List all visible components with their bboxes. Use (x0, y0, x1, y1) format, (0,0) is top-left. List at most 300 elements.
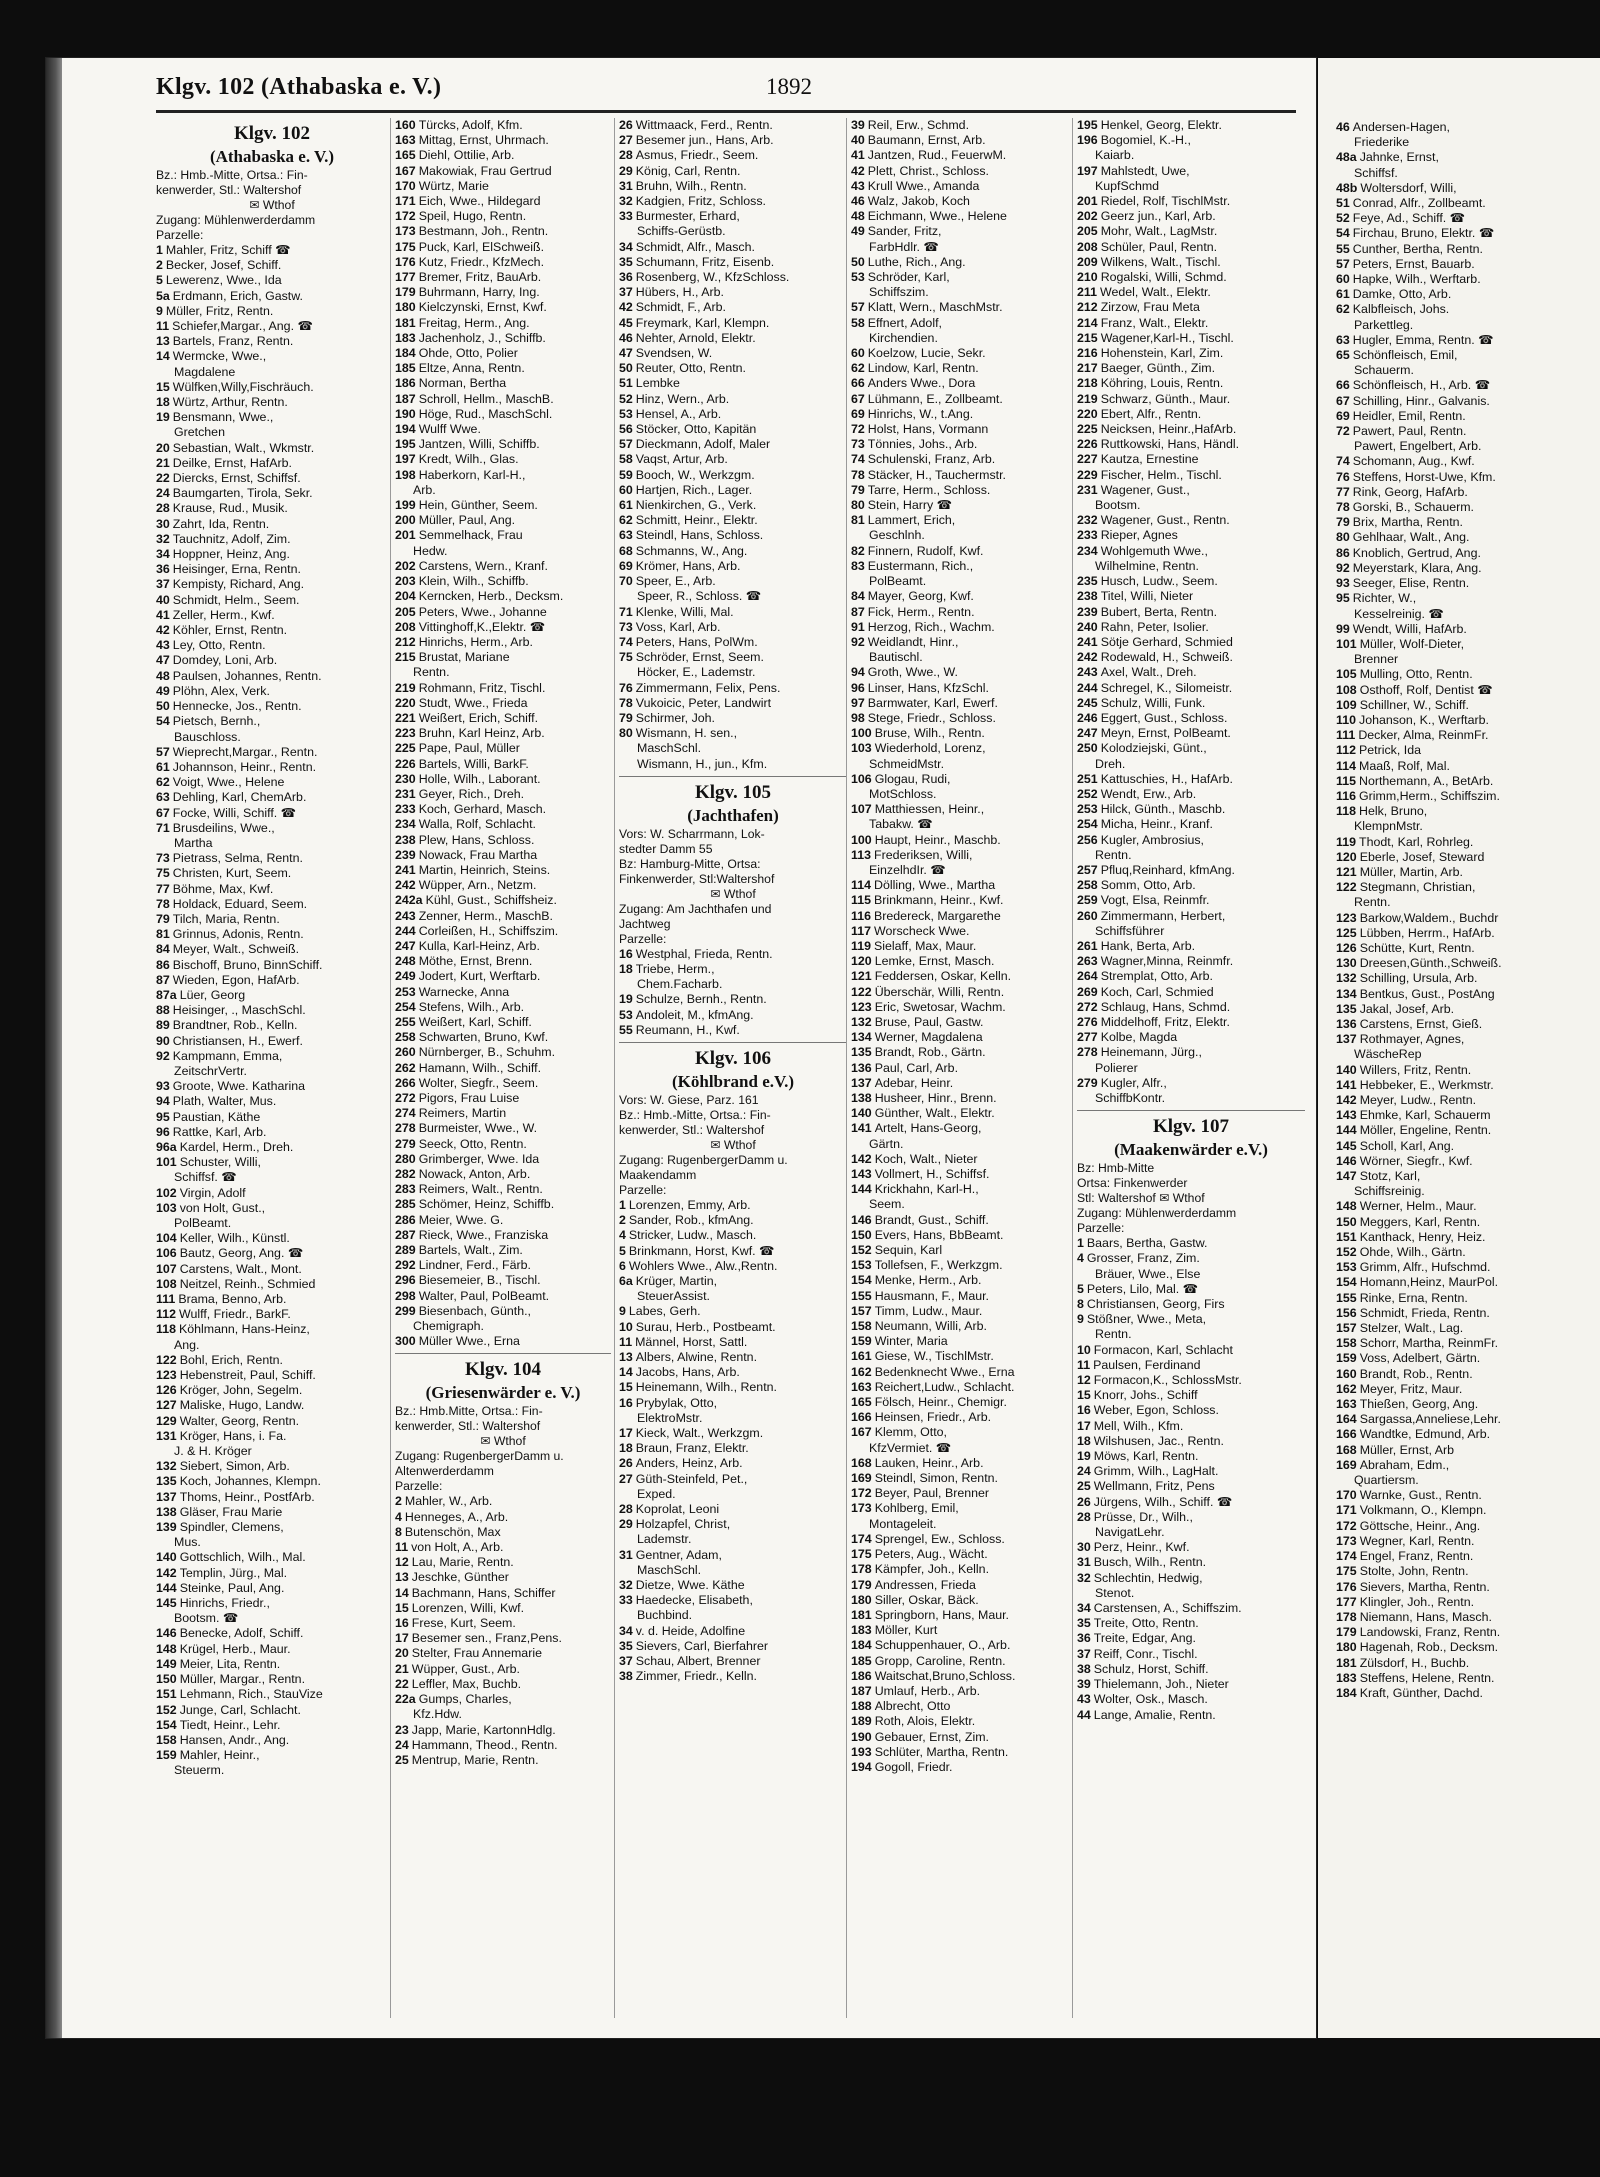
tenant-entry: Willers, Fritz, Rentn. (1359, 1062, 1472, 1077)
parcel-number: 46 (1336, 120, 1350, 134)
tenant-entry: Osthoff, Rolf, Dentist ☎ (1359, 682, 1493, 697)
parcel-number: 104 (156, 1231, 177, 1246)
tenant-entry: Zeller, Herm., Kwf. (172, 607, 275, 622)
parcel-number: 233 (1077, 528, 1098, 543)
tenant-entry: Möws, Karl, Rentn. (1093, 1449, 1199, 1464)
column-5 (1072, 118, 1305, 2018)
list-item (1336, 956, 1586, 971)
tenant-entry: Steindl, Simon, Rentn. (874, 1471, 998, 1486)
tenant-entry: Spindler, Clemens, (179, 1520, 284, 1535)
parcel-number: 61 (156, 759, 170, 774)
list-item (395, 1152, 611, 1167)
parcel-number: 220 (1077, 406, 1098, 421)
list-item (156, 1474, 388, 1489)
list-item (1077, 620, 1305, 635)
list-item (619, 1008, 847, 1023)
list-item (1077, 1692, 1305, 1707)
parcel-number: 142 (156, 1565, 177, 1580)
tenant-entry: Hamann, Wilh., Schiff. (418, 1060, 542, 1075)
parcel-number: 115 (1336, 773, 1356, 788)
tenant-entry: Christen, Kurt, Seem. (172, 866, 292, 881)
parcel-number: 15 (619, 1380, 633, 1395)
tenant-entry: Koch, Carl, Schmied (1100, 984, 1214, 999)
list-item (851, 559, 1073, 574)
parcel-number: 33 (619, 1593, 633, 1608)
parcel-number: 12 (395, 1555, 409, 1570)
parcel-number: 285 (395, 1197, 416, 1212)
parcel-number: 66 (1336, 378, 1350, 393)
list-item (1077, 1464, 1305, 1479)
list-item (619, 1472, 847, 1487)
parcel-number: 250 (1077, 741, 1098, 756)
list-item (1077, 528, 1305, 543)
tenant-entry: Walz, Jakob, Koch (867, 194, 970, 209)
tenant-entry: Gottschlich, Wilh., Mal. (179, 1550, 306, 1565)
list-item (619, 1335, 847, 1350)
tenant-entry: Peters, Lilo, Mal. ☎ (1086, 1281, 1199, 1296)
list-item (156, 1186, 388, 1201)
parcel-number: 208 (1077, 239, 1098, 254)
list-item (851, 1243, 1073, 1258)
parcel-number: 40 (156, 592, 170, 607)
parcel-number: 19 (156, 410, 170, 425)
list-item-continuation: Brenner (1354, 652, 1399, 667)
parcel-number: 279 (1077, 1075, 1098, 1090)
parcel-number: 251 (1077, 771, 1098, 786)
parcel-number: 205 (1077, 224, 1098, 239)
tenant-entry: Deilke, Ernst, HafArb. (172, 455, 292, 470)
list-item-continuation: Montageleit. (869, 1516, 937, 1531)
tenant-entry: Nowack, Anton, Arb. (418, 1167, 531, 1182)
tenant-entry: Rosenberg, W., KfzSchloss. (635, 270, 790, 285)
list-item (1336, 774, 1586, 789)
tenant-entry: Voss, Adelbert, Gärtn. (1359, 1351, 1481, 1366)
list-item (1336, 1336, 1586, 1351)
parcel-number: 23 (395, 1722, 409, 1737)
tenant-entry: Barkow,Waldem., Buchdr (1359, 910, 1499, 925)
tenant-entry: Gropp, Caroline, Rentn. (874, 1653, 1006, 1668)
parcel-number: 87 (156, 972, 170, 987)
tenant-entry: Vukoicic, Peter, Landwirt (635, 695, 772, 710)
parcel-number: 145 (156, 1596, 177, 1611)
list-item (619, 559, 847, 574)
parcel-number: 205 (395, 604, 416, 619)
list-item (851, 1593, 1073, 1608)
parcel-number: 186 (851, 1668, 872, 1683)
parcel-number: 111 (156, 1292, 176, 1307)
list-item (395, 1243, 611, 1258)
directory-page (46, 58, 1316, 2038)
parcel-number: 80 (851, 498, 865, 513)
parcel-number: 280 (395, 1151, 416, 1166)
tenant-entry: Lange, Amalie, Rentn. (1093, 1707, 1216, 1722)
list-item (1336, 850, 1586, 865)
list-item (156, 882, 388, 897)
parcel-number: 163 (851, 1379, 872, 1394)
parcel-number: 62 (1336, 302, 1350, 317)
tenant-entry: Hugler, Emma, Rentn. ☎ (1352, 332, 1494, 347)
tenant-entry: Schütte, Kurt, Rentn. (1359, 940, 1475, 955)
list-item (1077, 300, 1305, 315)
list-item (156, 912, 388, 927)
list-item (851, 1486, 1073, 1501)
tenant-entry: Müller, Ernst, Arb (1359, 1442, 1455, 1457)
parcel-number: 131 (156, 1428, 177, 1443)
list-item (156, 289, 388, 304)
parcel-number: 20 (156, 440, 170, 455)
list-item (395, 1677, 611, 1692)
list-item (156, 441, 388, 456)
parcel-number: 77 (1336, 484, 1350, 499)
list-item (1336, 1412, 1586, 1427)
tenant-entry: Adebar, Heinr. (874, 1075, 954, 1090)
list-item (156, 1231, 388, 1246)
section-info: ✉ Wthof (710, 1137, 756, 1152)
tenant-entry: Stöcker, Otto, Kapitän (635, 422, 757, 437)
list-item (1336, 409, 1586, 424)
list-item (1336, 743, 1586, 758)
parcel-number: 31 (619, 1547, 633, 1562)
parcel-number: 118 (1336, 804, 1356, 819)
parcel-number: 72 (851, 422, 865, 437)
parcel-number: 109 (1336, 697, 1357, 712)
list-item (619, 1396, 847, 1411)
tenant-entry: Kröger, John, Segelm. (179, 1383, 303, 1398)
parcel-number: 31 (1077, 1555, 1091, 1570)
parcel-number: 234 (395, 817, 416, 832)
parcel-number: 181 (395, 315, 416, 330)
parcel-number: 35 (619, 1638, 633, 1653)
parcel-number: 2 (619, 1213, 626, 1228)
tenant-entry: Koch, Walt., Nieter (874, 1151, 978, 1166)
parcel-number: 2 (156, 258, 163, 273)
list-item (156, 577, 388, 592)
list-item-continuation: Geschlnh. (869, 528, 925, 543)
list-item (619, 1456, 847, 1471)
parcel-number: 229 (1077, 467, 1098, 482)
list-item (1336, 1671, 1586, 1686)
tenant-entry: Knorr, Johs., Schiff (1093, 1388, 1198, 1403)
tenant-entry: Virgin, Adolf (179, 1185, 246, 1200)
parcel-number: 164 (1336, 1412, 1357, 1427)
parcel-number: 201 (1077, 194, 1098, 209)
parcel-number: 42 (851, 163, 865, 178)
list-item-continuation: MotSchloss. (869, 786, 937, 801)
tenant-entry: Walla, Rolf, Schlacht. (418, 817, 536, 832)
tenant-entry: Sievers, Carl, Bierfahrer (635, 1638, 769, 1653)
parcel-number: 16 (619, 946, 633, 961)
list-item (395, 741, 611, 756)
tenant-entry: Springborn, Hans, Maur. (874, 1607, 1009, 1622)
tenant-entry: Sprengel, Ew., Schloss. (874, 1531, 1005, 1546)
tenant-entry: Gentner, Adam, (635, 1547, 722, 1562)
list-item (1336, 378, 1586, 393)
list-item-continuation: Schiffsf. ☎ (174, 1170, 237, 1185)
tenant-entry: Hank, Berta, Arb. (1100, 938, 1196, 953)
parcel-number: 28 (156, 501, 170, 516)
tenant-entry: Zülsdorf, H., Buchb. (1359, 1655, 1470, 1670)
parcel-number: 254 (1077, 817, 1098, 832)
parcel-number: 227 (1077, 452, 1098, 467)
section-subtitle: (Köhlbrand e.V.) (671, 1071, 794, 1091)
parcel-number: 94 (156, 1094, 170, 1109)
parcel-number: 16 (619, 1395, 633, 1410)
tenant-entry: Maaß, Rolf, Mal. (1359, 758, 1450, 773)
list-item (851, 194, 1073, 209)
list-item (851, 148, 1073, 163)
list-item (156, 334, 388, 349)
list-item (1077, 1030, 1305, 1045)
parcel-number: 6 (619, 1258, 626, 1273)
tenant-entry: Axel, Walt., Dreh. (1100, 665, 1197, 680)
list-item (395, 893, 611, 908)
list-item (851, 133, 1073, 148)
list-item (619, 285, 847, 300)
parcel-number: 185 (851, 1653, 872, 1668)
parcel-number: 25 (1077, 1479, 1091, 1494)
tenant-entry: Jahnke, Ernst, (1359, 150, 1439, 165)
tenant-entry: Luthe, Rich., Ang. (867, 254, 966, 269)
tenant-entry: Westphal, Frieda, Rentn. (635, 946, 773, 961)
list-item (851, 1015, 1073, 1030)
parcel-number: 67 (1336, 393, 1350, 408)
parcel-number: 134 (851, 1030, 872, 1045)
tenant-entry: Neumann, Willi, Arb. (874, 1319, 987, 1334)
list-item (395, 863, 611, 878)
parcel-number: 152 (851, 1243, 872, 1258)
parcel-number: 169 (1336, 1457, 1357, 1472)
parcel-number: 107 (851, 802, 872, 817)
list-item (1077, 452, 1305, 467)
list-item (395, 1662, 611, 1677)
parcel-number: 261 (1077, 938, 1098, 953)
parcel-number: 83 (851, 558, 865, 573)
parcel-number: 157 (1336, 1321, 1357, 1336)
tenant-entry: Jacobs, Hans, Arb. (635, 1365, 740, 1380)
parcel-number: 18 (619, 1441, 633, 1456)
list-item (1336, 242, 1586, 257)
parcel-number: 137 (1336, 1032, 1357, 1047)
tenant-entry: Wagener, Gust., Rentn. (1100, 513, 1230, 528)
tenant-entry: Schilling, Ursula, Arb. (1359, 971, 1478, 986)
parcel-number: 247 (395, 938, 416, 953)
parcel-number: 24 (1077, 1464, 1091, 1479)
section-subtitle: (Jachthafen) (687, 805, 779, 825)
tenant-entry: Woltersdorf, Willi, (1360, 180, 1457, 195)
tenant-entry: Überschär, Willi, Rentn. (874, 984, 1005, 999)
tenant-entry: Butenschön, Max (404, 1524, 501, 1539)
tenant-entry: Hansen, Andr., Ang. (179, 1732, 290, 1747)
tenant-entry: Vittinghoff,K.,Elektr. ☎ (418, 619, 546, 634)
parcel-number: 76 (619, 680, 633, 695)
section-info: Parzelle: (1077, 1221, 1125, 1236)
parcel-number: 143 (851, 1167, 872, 1182)
parcel-number: 36 (156, 562, 170, 577)
list-item-continuation: ElektroMstr. (637, 1410, 703, 1425)
tenant-entry: Bruhn, Karl Heinz, Arb. (418, 726, 545, 741)
list-item (619, 620, 847, 635)
tenant-entry: Schlüter, Martha, Rentn. (874, 1744, 1009, 1759)
tenant-entry: Wüpper, Gust., Arb. (411, 1661, 520, 1676)
list-item-continuation: MaschSchl. (637, 741, 702, 756)
tenant-entry: Hammann, Theod., Rentn. (411, 1737, 558, 1752)
tenant-entry: Warnecke, Anna (418, 984, 510, 999)
tenant-entry: Mahler, W., Arb. (404, 1494, 493, 1509)
parcel-number: 129 (156, 1413, 177, 1428)
parcel-number: 80 (1336, 530, 1350, 545)
list-item (851, 1213, 1073, 1228)
list-item (1077, 893, 1305, 908)
list-item (156, 942, 388, 957)
tenant-entry: Wismann, H. sen., (635, 726, 738, 741)
tenant-entry: Tarre, Herm., Schloss. (867, 482, 991, 497)
tenant-entry: Weißert, Karl, Schiff. (418, 1014, 532, 1029)
tenant-entry: Reil, Erw., Schmd. (867, 118, 970, 132)
list-item (1336, 789, 1586, 804)
parcel-number: 158 (156, 1732, 177, 1747)
list-item (851, 118, 1073, 133)
tenant-entry: Sander, Fritz, (867, 224, 942, 239)
tenant-entry: Thielemann, Joh., Nieter (1093, 1677, 1229, 1692)
list-item (851, 833, 1073, 848)
parcel-number: 81 (156, 927, 170, 942)
parcel-number: 1 (619, 1197, 626, 1212)
list-item (1336, 1032, 1586, 1047)
tenant-entry: Kalbfleisch, Johs. (1352, 302, 1450, 317)
parcel-number: 150 (1336, 1214, 1357, 1229)
list-item (1336, 987, 1586, 1002)
list-item (619, 1213, 847, 1228)
list-item (851, 1395, 1073, 1410)
list-item (1077, 544, 1305, 559)
parcel-number: 246 (1077, 710, 1098, 725)
tenant-entry: Giese, W., TischlMstr. (874, 1349, 994, 1364)
tenant-entry: Zahrt, Ida, Rentn. (172, 516, 270, 531)
parcel-number: 287 (395, 1227, 416, 1242)
parcel-number: 175 (851, 1547, 872, 1562)
list-item (851, 1182, 1073, 1197)
tenant-entry: Schmidt, F., Arb. (635, 300, 727, 315)
tenant-entry: Lindow, Karl, Rentn. (867, 361, 979, 376)
parcel-number: 249 (395, 969, 416, 984)
parcel-number: 43 (851, 178, 865, 193)
list-item (1336, 971, 1586, 986)
parcel-number: 253 (395, 984, 416, 999)
parcel-number: 132 (1336, 971, 1357, 986)
tenant-entry: Schulenski, Franz, Arb. (867, 452, 996, 467)
list-item (395, 574, 611, 589)
list-item (619, 1023, 847, 1038)
parcel-number: 43 (1077, 1692, 1091, 1707)
list-item (395, 635, 611, 650)
section-info: Parzelle: (156, 228, 204, 242)
list-item (1336, 1078, 1586, 1093)
parcel-number: 79 (156, 911, 170, 926)
tenant-entry: Lemke, Ernst, Masch. (874, 954, 995, 969)
parcel-number: 132 (851, 1014, 872, 1029)
section-subtitle: (Maakenwärder e.V.) (1114, 1140, 1268, 1160)
parcel-number: 123 (1336, 910, 1357, 925)
tenant-entry: Peters, Aug., Wächt. (874, 1547, 988, 1562)
parcel-number: 92 (1336, 560, 1350, 575)
parcel-number: 16 (395, 1616, 409, 1631)
list-item (1077, 863, 1305, 878)
tenant-entry: Wagner,Minna, Reinmfr. (1100, 954, 1234, 969)
list-item (1336, 1108, 1586, 1123)
tenant-entry: Wellmann, Fritz, Pens (1093, 1479, 1215, 1494)
page-number: 1892 (766, 74, 812, 99)
parcel-number: 183 (395, 330, 416, 345)
list-item (395, 909, 611, 924)
list-item (156, 1703, 388, 1718)
tenant-entry: Brusdeilins, Wwe., (172, 820, 275, 835)
tenant-entry: Brinkmann, Horst, Kwf. ☎ (628, 1243, 775, 1258)
list-item (1336, 865, 1586, 880)
list-item (619, 179, 847, 194)
tenant-entry: Keller, Wilh., Künstl. (179, 1231, 290, 1246)
list-item (1336, 759, 1586, 774)
parcel-number: 198 (395, 467, 416, 482)
parcel-number: 10 (619, 1319, 633, 1334)
tenant-entry: Siebert, Simon, Arb. (179, 1459, 290, 1474)
list-item (1077, 787, 1305, 802)
list-item (156, 1125, 388, 1140)
parcel-number: 57 (1336, 256, 1350, 271)
list-item (156, 1596, 388, 1611)
parcel-number: 37 (1077, 1646, 1091, 1661)
tenant-entry: Biesemeier, B., Tischl. (418, 1273, 541, 1288)
list-item (156, 806, 388, 821)
parcel-number: 38 (619, 1669, 633, 1684)
tenant-entry: Weber, Egon, Schloss. (1093, 1403, 1219, 1418)
tenant-entry: Schilling, Hinr., Galvanis. (1352, 393, 1490, 408)
parcel-number: 169 (851, 1471, 872, 1486)
tenant-entry: Eric, Swetosar, Wachm. (874, 999, 1006, 1014)
tenant-entry: Evers, Hans, BbBeamt. (874, 1227, 1004, 1242)
list-item (1077, 1419, 1305, 1434)
parcel-number: 116 (1336, 788, 1356, 803)
list-item (1336, 1382, 1586, 1397)
list-item-continuation: Höcker, E., Lademstr. (637, 665, 756, 680)
parcel-number: 146 (156, 1626, 177, 1641)
tenant-entry: Mittag, Ernst, Uhrmach. (418, 133, 549, 148)
parcel-number: 101 (156, 1155, 177, 1170)
tenant-entry: Kröger, Hans, i. Fa. (179, 1428, 287, 1443)
parcel-number: 276 (1077, 1014, 1098, 1029)
list-item (851, 224, 1073, 239)
list-item (1336, 1123, 1586, 1138)
list-item (619, 1320, 847, 1335)
parcel-number: 122 (1336, 880, 1357, 895)
list-item (619, 1228, 847, 1243)
list-item (619, 1548, 847, 1563)
parcel-number: 105 (1336, 667, 1357, 682)
list-item (156, 866, 388, 881)
parcel-number: 26 (619, 118, 633, 132)
parcel-number: 117 (851, 923, 871, 938)
parcel-number: 52 (1336, 211, 1350, 226)
list-item (851, 1273, 1073, 1288)
tenant-entry: Gläser, Frau Marie (179, 1504, 283, 1519)
list-item (619, 240, 847, 255)
parcel-number: 179 (851, 1577, 872, 1592)
tenant-entry: Hoppner, Heinz, Ang. (172, 547, 290, 562)
section-info: Parzelle: (395, 1479, 443, 1494)
tenant-entry: Warnke, Gust., Rentn. (1359, 1488, 1482, 1503)
tenant-entry: Brama, Benno, Arb. (178, 1292, 287, 1307)
list-item-continuation: Parkettleg. (1354, 317, 1414, 332)
list-item (1077, 1236, 1305, 1251)
